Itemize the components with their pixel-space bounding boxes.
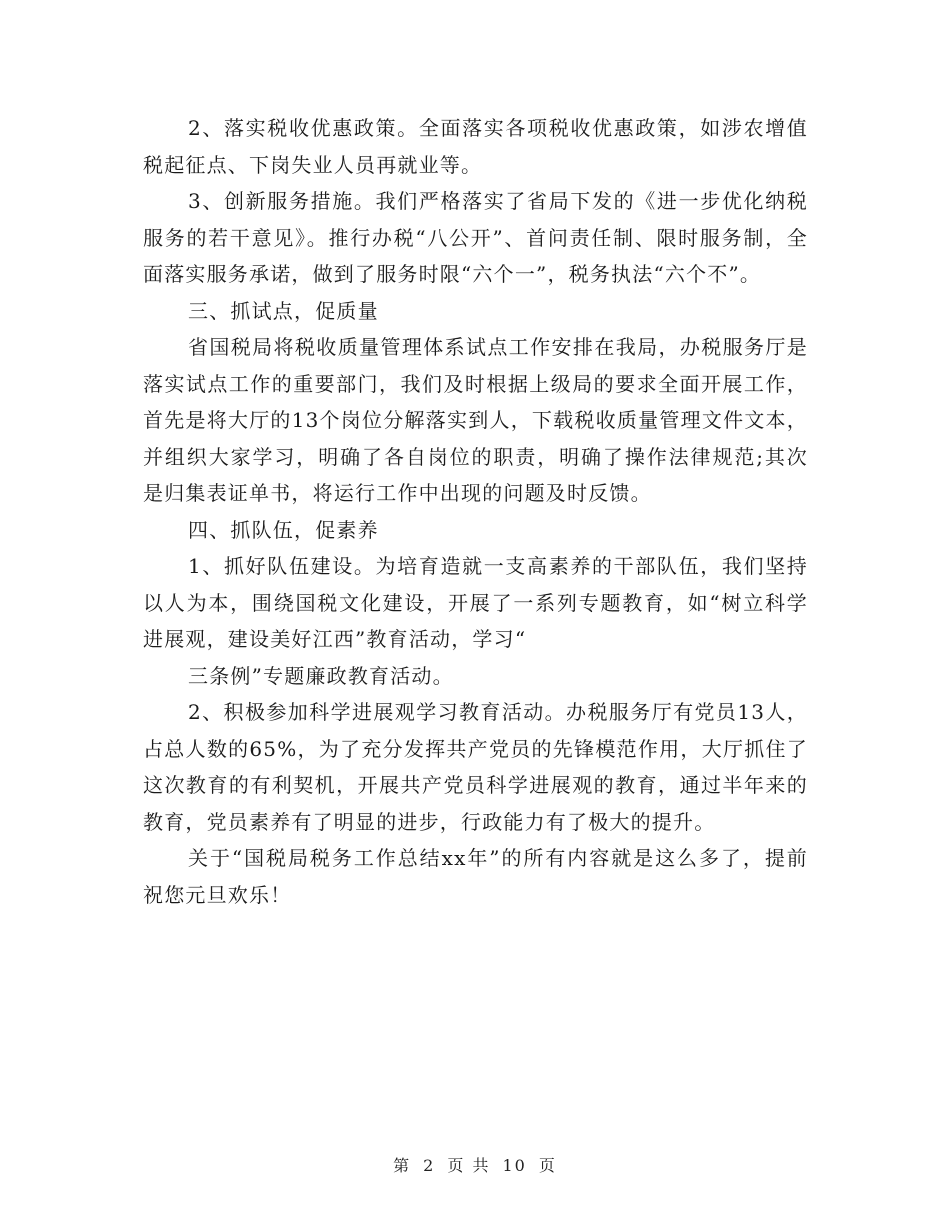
footer-mid: 页 共 xyxy=(447,1156,491,1175)
footer-suffix: 页 xyxy=(538,1156,557,1175)
footer-current-page: 2 xyxy=(423,1156,436,1175)
section-heading-pilot: 三、抓试点，促质量 xyxy=(188,298,379,323)
paragraph-education-activity: 2、积极参加科学进展观学习教育活动。办税服务厅有党员13人，占总人数的65%，为了充分发挥共产党员的先锋模范作用，大厅抓住了这次教育的有利契机，开展共产党员科学进展观的教育，通过半年来的教育，党员素养有了明显的进步，行政能力有了极大的提升。 xyxy=(143,700,808,834)
page-footer xyxy=(0,1153,950,1176)
document-body xyxy=(143,110,808,913)
paragraph-service-measures: 3、创新服务措施。我们严格落实了省局下发的《进一步优化纳税服务的若干意见》。推行办税“八公开”、首问责任制、限时服务制，全面落实服务承诺，做到了服务时限“六个一”，税务执法“六个不”。 xyxy=(143,189,808,286)
paragraph-tax-preference: 2、落实税收优惠政策。全面落实各项税收优惠政策，如涉农增值税起征点、下岗失业人员再就业等。 xyxy=(143,116,808,177)
paragraph-closing: 关于“国税局税务工作总结xx年”的所有内容就是这么多了，提前祝您元旦欢乐！ xyxy=(143,846,808,907)
footer-total-pages: 10 xyxy=(502,1156,527,1175)
paragraph-team-building: 1、抓好队伍建设。为培育造就一支高素养的干部队伍，我们坚持以人为本，围绕国税文化建设，开展了一系列专题教育，如“树立科学进展观，建设美好江西”教育活动，学习“ xyxy=(143,554,808,651)
paragraph-pilot-work: 省国税局将税收质量管理体系试点工作安排在我局，办税服务厅是落实试点工作的重要部门，我们及时根据上级局的要求全面开展工作，首先是将大厅的13个岗位分解落实到人，下载税收质量管理文件文本，并组织大家学习，明确了各自岗位的职责，明确了操作法律规范;其次是归集表证单书，将运行工作中出现的问题及时反馈。 xyxy=(143,335,808,505)
section-heading-team: 四、抓队伍，促素养 xyxy=(188,517,379,542)
paragraph-regulations: 三条例”专题廉政教育活动。 xyxy=(188,663,454,688)
footer-prefix: 第 xyxy=(393,1156,412,1175)
